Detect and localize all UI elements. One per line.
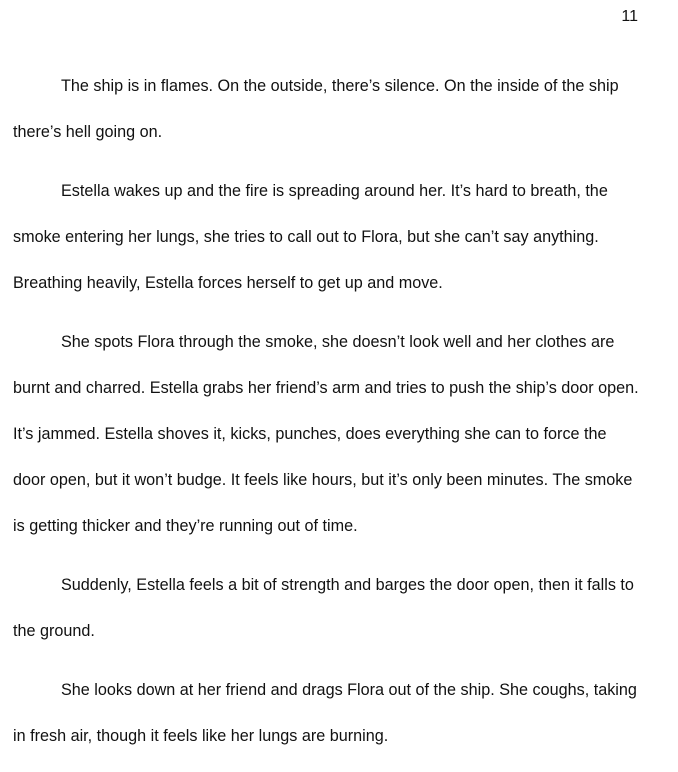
paragraph-5: She looks down at her friend and drags Flora out of the ship. She coughs, taking in fresh air, though it feels like her lungs are burning. — [13, 681, 637, 745]
paragraph-3: She spots Flora through the smoke, she doesn’t look well and her clothes are burnt and charred. Estella grabs her friend’s arm and tries to push the ship’s door open. It’s jammed. Estella shoves it, kicks, punches, does everything she can to force the door open, but it won’t budge. It feels like hours, but it’s only been minutes. The smoke is getting thicker and they’re running out of time. — [13, 333, 639, 535]
paragraph-4: Suddenly, Estella feels a bit of strength and barges the door open, then it falls to the ground. — [13, 576, 634, 640]
document-body — [13, 63, 641, 772]
paragraph-1: The ship is in flames. On the outside, there’s silence. On the inside of the ship there’s hell going on. — [13, 77, 619, 141]
paragraph-2: Estella wakes up and the fire is spreading around her. It’s hard to breath, the smoke entering her lungs, she tries to call out to Flora, but she can’t say anything. Breathing heavily, Estella forces herself to get up and move. — [13, 182, 608, 292]
page-number: 11 — [621, 8, 638, 25]
